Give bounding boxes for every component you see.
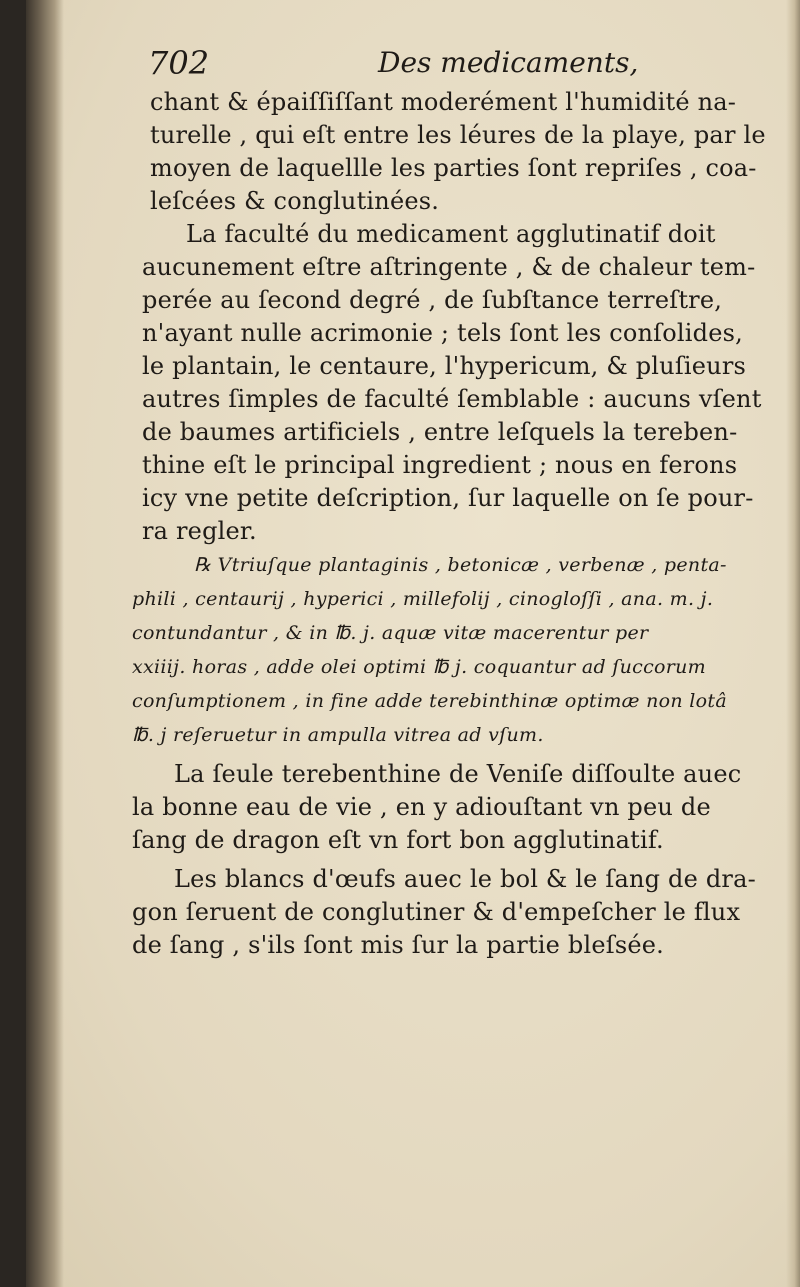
page-header <box>148 44 639 88</box>
text-line: la bonne eau de vie , en y adiouſtant vn peu de <box>132 793 711 821</box>
text-line: ra regler. <box>142 517 257 545</box>
text-line: n'ayant nulle acrimonie ; tels ſont les conſolides, <box>142 319 743 347</box>
text-line: La ſeule terebenthine de Veniſe diſſoulte auec <box>174 760 742 788</box>
recipe-line: conſumptionem , in fine adde terebinthinæ optimæ non lotâ <box>132 690 727 712</box>
body-text <box>132 86 792 962</box>
text-line: autres ſimples de faculté ſemblable : aucuns vſent <box>142 385 762 413</box>
text-line: perée au ſecond degré , de ſubſtance terreſtre, <box>142 286 723 314</box>
text-line: de baumes artificiels , entre leſquels la tereben- <box>142 418 738 446</box>
text-line: leſcées & conglutinées. <box>150 187 440 215</box>
text-line: icy vne petite deſcription, ſur laquelle on ſe pour- <box>142 484 754 512</box>
text-line: thine eſt le principal ingredient ; nous en ferons <box>142 451 738 479</box>
recipe-line: contundantur , & in ℔. j. aquæ vitæ macerentur per <box>132 622 649 644</box>
recipe-line: xxiiij. horas , adde olei optimi ℔ j. coquantur ad ſuccorum <box>132 656 706 678</box>
recipe-line: ℔. j reſeruetur in ampulla vitrea ad vſum. <box>132 724 544 746</box>
text-line: Les blancs d'œufs auec le bol & le ſang de dra- <box>174 865 756 893</box>
text-line: chant & épaiſſiſſant moderément l'humidité na- <box>150 88 737 116</box>
text-line: de ſang , s'ils ſont mis ſur la partie bleſsée. <box>132 931 664 959</box>
text-line: le plantain, le centaure, l'hypericum, & pluſieurs <box>142 352 747 380</box>
text-line: ſang de dragon eſt vn fort bon agglutinatif. <box>132 826 664 854</box>
recipe-line: phili , centaurij , hyperici , millefolij , cinogloſſi , ana. m. j. <box>132 588 714 610</box>
text-line: turelle , qui eſt entre les léures de la playe, par le <box>150 121 766 149</box>
book-spine-shadow <box>26 0 64 1287</box>
running-head: Des medicaments, <box>378 46 639 79</box>
text-line: gon ſeruent de conglutiner & d'empeſcher le flux <box>132 898 741 926</box>
recipe-line: ℞ Vtriuſque plantaginis , betonicæ , verbenæ , penta- <box>194 554 727 576</box>
text-line: moyen de laquellle les parties ſont repriſes , coa- <box>150 154 757 182</box>
text-line: La faculté du medicament agglutinatif doit <box>186 220 716 248</box>
text-line: aucunement eſtre aſtringente , & de chaleur tem- <box>142 253 756 281</box>
page-number: 702 <box>148 44 210 82</box>
